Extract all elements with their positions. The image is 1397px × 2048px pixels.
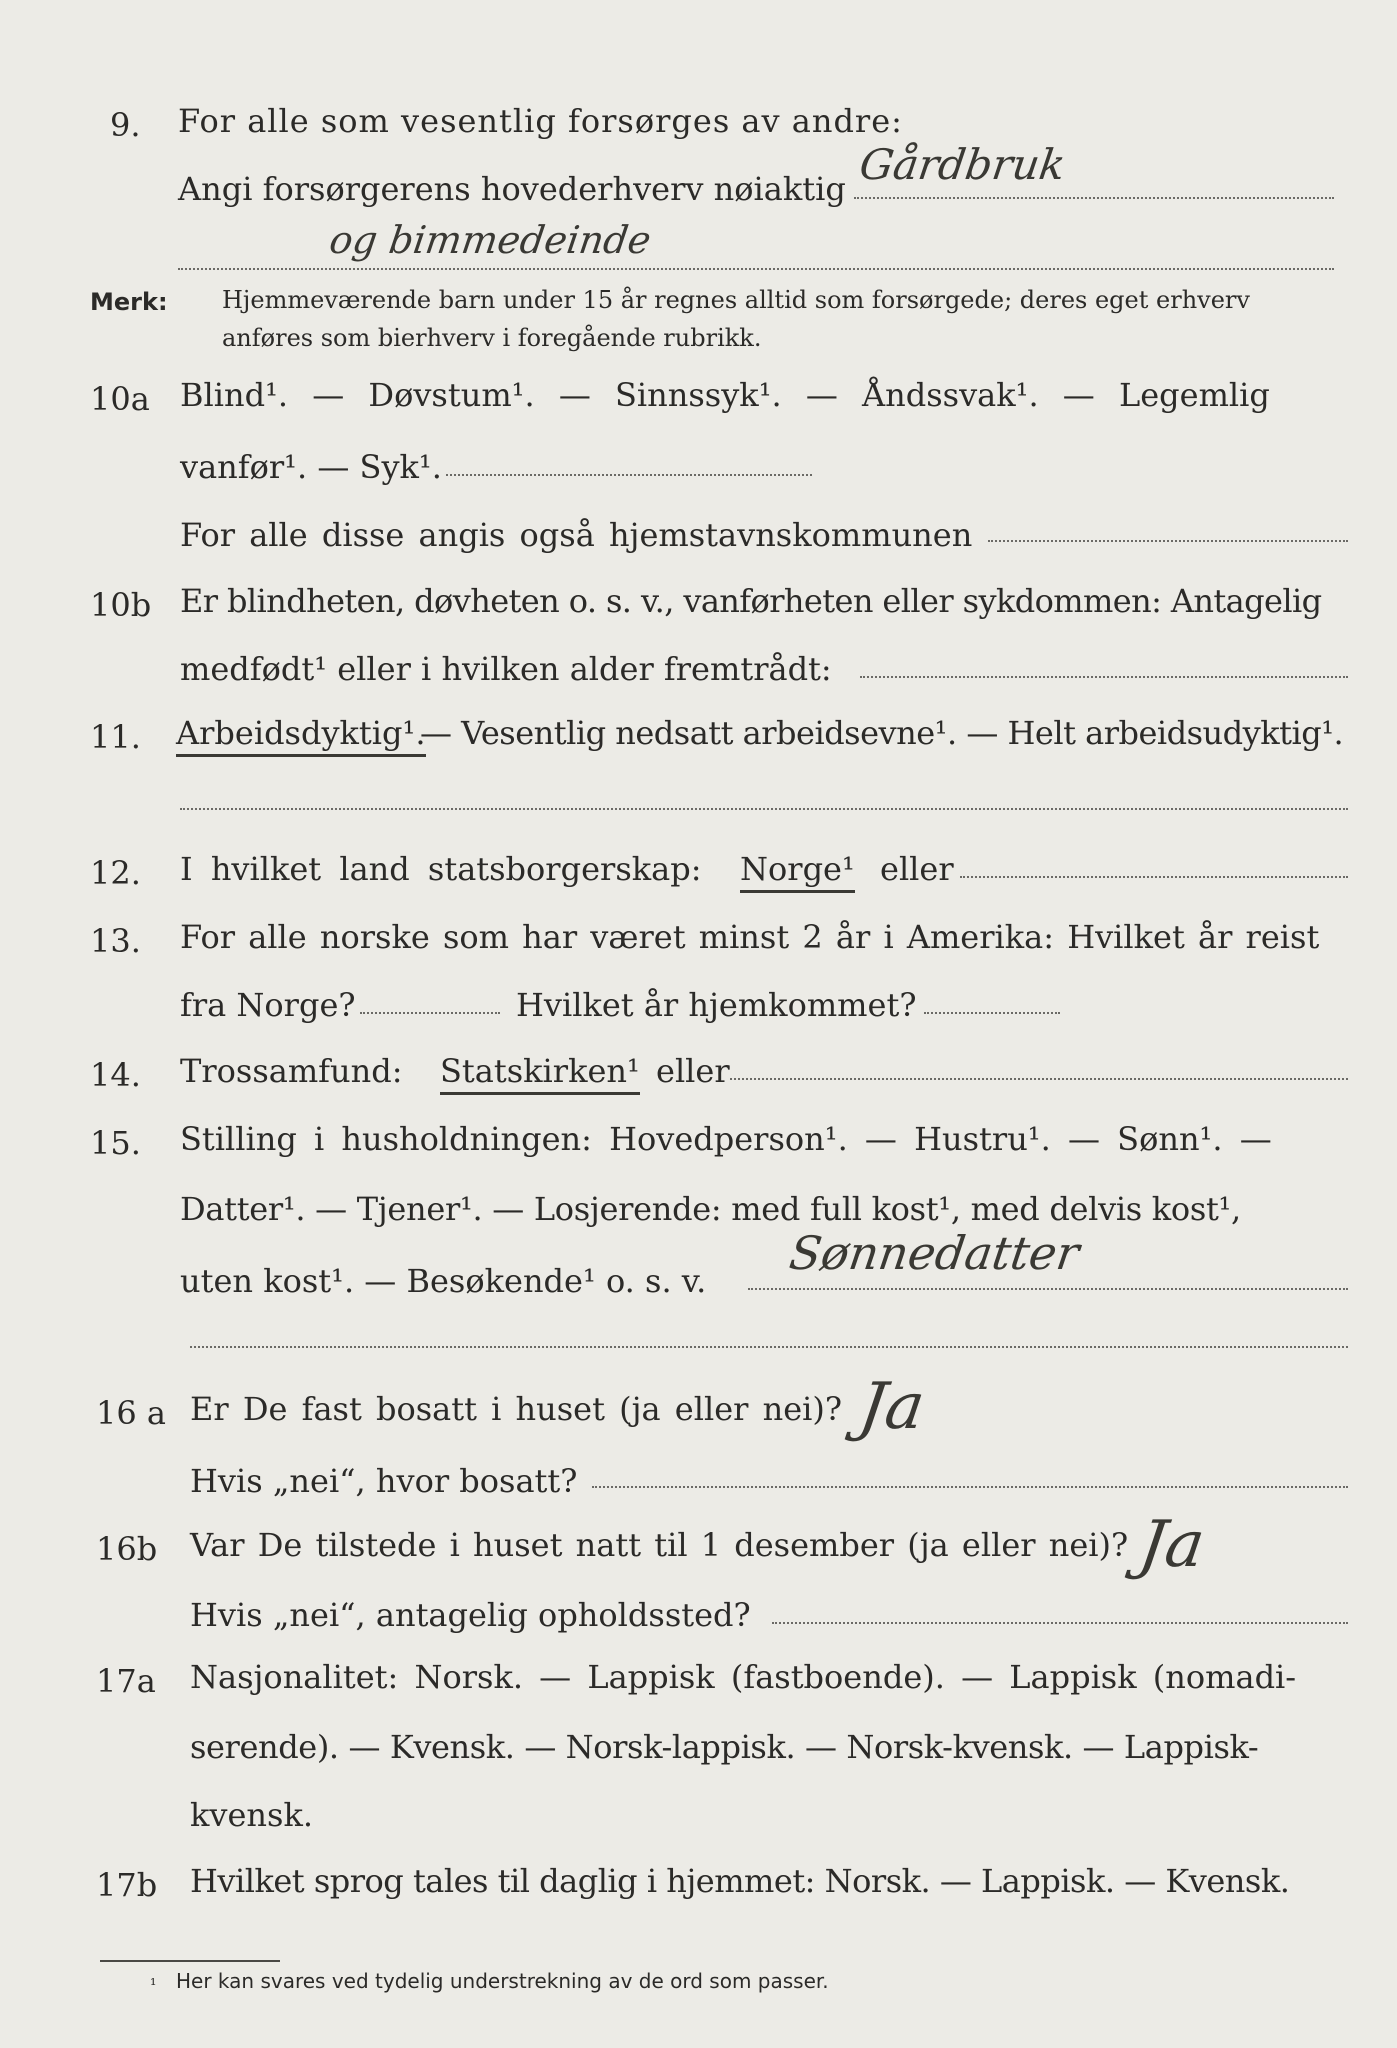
q10a-line2: vanfør¹. — Syk¹. xyxy=(180,448,442,486)
q16b-answer: Ja xyxy=(1134,1508,1210,1582)
q15-number: 15. xyxy=(90,1124,141,1162)
q10a-line2-blank xyxy=(446,474,812,476)
q15-line3: uten kost¹. — Besøkende¹ o. s. v. xyxy=(180,1262,707,1300)
q15-extra-blank xyxy=(190,1346,1348,1348)
q11-rest: — Vesentlig nedsatt arbeidsevne¹. — Helt arbeidsudyktig¹. xyxy=(420,714,1344,752)
q16a-number: 16 a xyxy=(96,1394,166,1432)
q15-answer: Sønnedatter xyxy=(786,1226,1083,1280)
q15-line1: Stilling i husholdningen: Hovedperson¹. — Hustru¹. — Sønn¹. — xyxy=(180,1120,1272,1158)
q16a-line2: Hvis „nei“, hvor bosatt? xyxy=(190,1462,578,1500)
footnote-rule xyxy=(100,1960,280,1962)
q17a-number: 17a xyxy=(96,1662,156,1700)
q9-answer-line2 xyxy=(178,268,1334,270)
q17b-number: 17b xyxy=(96,1866,158,1904)
q16b-line1: Var De tilstede i huset natt til 1 desember (ja eller nei)? xyxy=(190,1526,1129,1564)
q14-selected-option: Statskirken¹ xyxy=(440,1052,640,1095)
q17a-line1: Nasjonalitet: Norsk. — Lappisk (fastboende). — Lappisk (nomadi- xyxy=(190,1658,1297,1696)
q14-blank xyxy=(730,1078,1348,1080)
q9-line1: For alle som vesentlig forsørges av andre: xyxy=(178,102,903,140)
q11-selected-option: Arbeidsdyktig¹. xyxy=(176,714,426,757)
q13-number: 13. xyxy=(90,922,141,960)
q13-line2a: fra Norge? xyxy=(180,986,356,1024)
q10b-line2-blank xyxy=(860,676,1348,678)
q16b-number: 16b xyxy=(96,1530,158,1568)
q12-suffix: eller xyxy=(880,850,954,888)
q16a-blank xyxy=(592,1486,1348,1488)
q10a-number: 10a xyxy=(90,380,150,418)
q9-number: 9. xyxy=(110,106,141,144)
q12-selected-option: Norge¹ xyxy=(740,850,855,893)
merk-line2: anføres som bierhverv i foregående rubrikk. xyxy=(222,324,762,352)
q9-answer2: og bimmedeinde xyxy=(326,218,654,262)
q9-answer-line1 xyxy=(854,197,1334,199)
q17b-line1: Hvilket sprog tales til daglig i hjemmet: Norsk. — Lappisk. — Kvensk. xyxy=(190,1862,1290,1900)
merk-label: Merk: xyxy=(90,288,168,316)
q10b-line2: medfødt¹ eller i hvilken alder fremtrådt: xyxy=(180,650,832,688)
q13-line2b: Hvilket år hjemkommet? xyxy=(516,986,917,1024)
q15-line2: Datter¹. — Tjener¹. — Losjerende: med full kost¹, med delvis kost¹, xyxy=(180,1190,1241,1228)
merk-line1: Hjemmeværende barn under 15 år regnes alltid som forsørgede; deres eget erhverv xyxy=(222,286,1250,314)
q14-suffix: eller xyxy=(656,1052,730,1090)
q10a-line3-blank xyxy=(988,540,1348,542)
q10a-line3: For alle disse angis også hjemstavnskommunen xyxy=(180,516,973,554)
q14-prefix: Trossamfund: xyxy=(180,1052,403,1090)
q12-blank xyxy=(960,876,1348,878)
q10a-line1: Blind¹. — Døvstum¹. — Sinnssyk¹. — Åndssvak¹. — Legemlig xyxy=(180,376,1270,414)
q10b-line1: Er blindheten, døvheten o. s. v., vanførheten eller sykdommen: Antagelig xyxy=(180,582,1322,620)
q16a-line1: Er De fast bosatt i huset (ja eller nei)? xyxy=(190,1390,843,1428)
q17a-line3: kvensk. xyxy=(190,1796,313,1834)
footnote-text: Her kan svares ved tydelig understrekning av de ord som passer. xyxy=(176,1969,829,1993)
q10b-number: 10b xyxy=(90,586,152,624)
q16b-line2: Hvis „nei“, antagelig opholdssted? xyxy=(190,1596,751,1634)
q16a-answer: Ja xyxy=(854,1370,930,1444)
footnote-mark: ¹ xyxy=(150,1975,157,1994)
q16b-blank xyxy=(772,1622,1348,1624)
q13-year-returned-blank xyxy=(924,1012,1060,1014)
q11-number: 11. xyxy=(90,718,141,756)
q13-line1: For alle norske som har været minst 2 år i Amerika: Hvilket år reist xyxy=(180,918,1320,956)
q17a-line2: serende). — Kvensk. — Norsk-lappisk. — Norsk-kvensk. — Lappisk- xyxy=(190,1728,1259,1766)
q9-line2: Angi forsørgerens hovederhverv nøiaktig xyxy=(178,170,846,208)
q12-prefix: I hvilket land statsborgerskap: xyxy=(180,850,702,888)
q11-blank xyxy=(180,808,1348,810)
q12-number: 12. xyxy=(90,854,141,892)
q13-year-left-blank xyxy=(360,1012,500,1014)
q15-answer-line xyxy=(748,1288,1348,1290)
q14-number: 14. xyxy=(90,1056,141,1094)
q9-answer1: Gårdbruk xyxy=(856,140,1069,189)
